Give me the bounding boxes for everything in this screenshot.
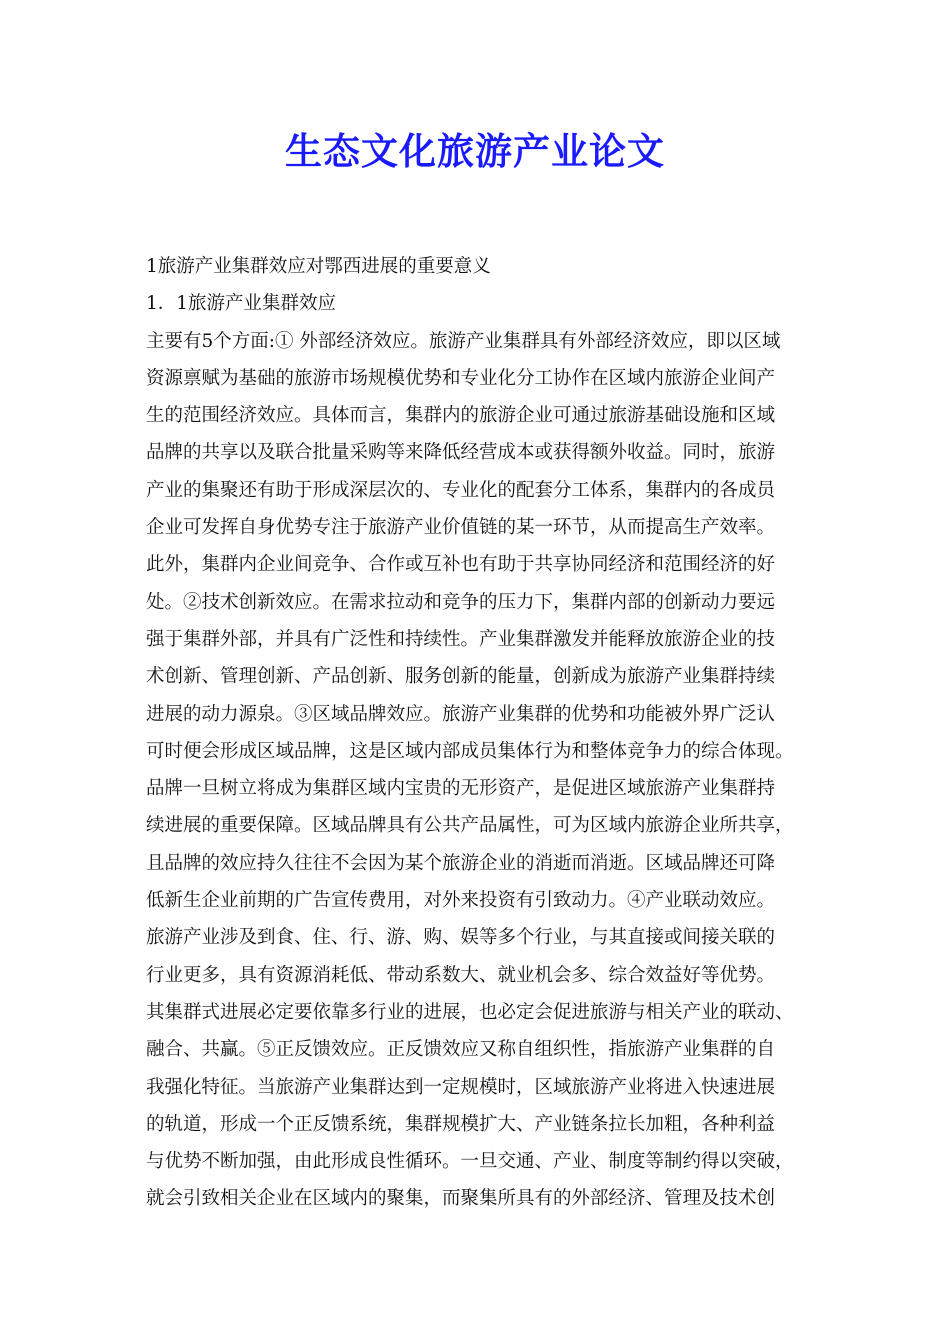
heading-section-1: 1旅游产业集群效应对鄂西进展的重要意义 — [146, 256, 491, 277]
paragraph-line: 进展的动力源泉。③区域品牌效应。旅游产业集群的优势和功能被外界广泛认 — [146, 703, 776, 725]
paragraph-line: 的轨道，形成一个正反馈系统，集群规模扩大、产业链条拉长加粗，各种利益 — [146, 1113, 776, 1135]
paragraph-line: 低新生企业前期的广告宣传费用，对外来投资有引致动力。④产业联动效应。 — [146, 890, 776, 912]
paragraph-line: 产业的集聚还有助于形成深层次的、专业化的配套分工体系，集群内的各成员 — [146, 479, 776, 501]
document-body — [146, 248, 826, 1218]
paragraph-line: 品牌的共享以及联合批量采购等来降低经营成本或获得额外收益。同时，旅游 — [146, 442, 776, 464]
paragraph-line: 就会引致相关企业在区域内的聚集，而聚集所具有的外部经济、管理及技术创 — [146, 1188, 776, 1210]
paragraph-line: 处。②技术创新效应。在需求拉动和竞争的压力下，集群内部的创新动力要远 — [146, 591, 776, 613]
paragraph-line: 融合、共赢。⑤正反馈效应。正反馈效应又称自组织性，指旅游产业集群的自 — [146, 1039, 776, 1061]
paragraph-line: 行业更多，具有资源消耗低、带动系数大、就业机会多、综合效益好等优势。 — [146, 964, 776, 986]
paragraph-line: 与优势不断加强，由此形成良性循环。一旦交通、产业、制度等制约得以突破， — [146, 1151, 794, 1173]
paragraph-line: 术创新、管理创新、产品创新、服务创新的能量，创新成为旅游产业集群持续 — [146, 666, 776, 688]
heading-subsection-1-1: 1．1旅游产业集群效应 — [146, 293, 337, 315]
paragraph-line: 续进展的重要保障。区域品牌具有公共产品属性，可为区域内旅游企业所共享， — [146, 815, 794, 837]
paragraph-line: 此外，集群内企业间竞争、合作或互补也有助于共享协同经济和范围经济的好 — [146, 554, 776, 576]
document-title: 生态文化旅游产业论文 — [285, 130, 665, 173]
paragraph-line: 我强化特征。当旅游产业集群达到一定规模时，区域旅游产业将进入快速进展 — [146, 1076, 776, 1098]
paragraph-line: 可时便会形成区域品牌，这是区域内部成员集体行为和整体竞争力的综合体现。 — [146, 740, 794, 762]
paragraph-line: 企业可发挥自身优势专注于旅游产业价值链的某一环节，从而提高生产效率。 — [146, 517, 776, 539]
paragraph-line: 主要有5个方面:① 外部经济效应。旅游产业集群具有外部经济效应，即以区域 — [146, 330, 781, 352]
paragraph-line: 旅游产业涉及到食、住、行、游、购、娱等多个行业，与其直接或间接关联的 — [146, 927, 776, 949]
paragraph-line: 且品牌的效应持久往往不会因为某个旅游企业的消逝而消逝。区域品牌还可降 — [146, 852, 776, 874]
paragraph-line: 资源禀赋为基础的旅游市场规模优势和专业化分工协作在区域内旅游企业间产 — [146, 367, 776, 389]
paragraph-line: 品牌一旦树立将成为集群区域内宝贵的无形资产，是促进区域旅游产业集群持 — [146, 778, 776, 800]
paragraph-line: 其集群式进展必定要依靠多行业的进展，也必定会促进旅游与相关产业的联动、 — [146, 1001, 794, 1023]
paragraph-line: 生的范围经济效应。具体而言，集群内的旅游企业可通过旅游基础设施和区域 — [146, 405, 776, 427]
paragraph-line: 强于集群外部，并具有广泛性和持续性。产业集群激发并能释放旅游企业的技 — [146, 628, 776, 650]
